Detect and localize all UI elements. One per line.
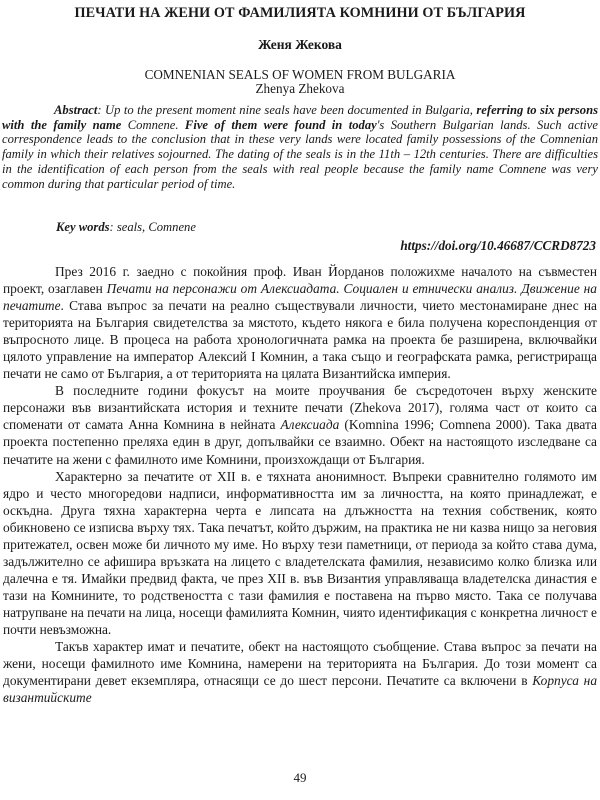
keywords-value: : seals, Comnene [109,220,196,234]
paper-title-bulgarian: ПЕЧАТИ НА ЖЕНИ ОТ ФАМИЛИЯТА КОМНИНИ ОТ БЪЛГАРИЯ [74,5,526,21]
abstract-label: Abstract [54,103,98,117]
paragraph-1 [3,263,597,382]
keywords [56,220,196,235]
page-number: 49 [293,770,307,785]
abstract-text: 's Southern Bulgarian lands. Such active correspondence leads to the conclusion that in these very lands were located family possessions of the Comnenian family in which their relatives sojourned. The dating of the seals is in the 11th – 12th centuries. There are difficulties in the identification of each person from the seals with real people because the family name Comnene was very common during that particular period of time. [2,117,598,191]
abstract-text: . [175,117,185,132]
corpus-title-italic: Корпуса на византийските [3,673,598,706]
paragraph-text: (Komnina 1996; Comnena 2000). Така двата проекта постепенно преляха един в друг, допълвайки се взаимно. Обект на настоящото изследване са печатите на жени с фамилното име Комнини, произхождащи от България. [3,417,597,467]
book-title-italic: Алексиада [280,417,340,433]
project-title-italic: Печати на персонажи от Алексиадата. Социален и етнически анализ. Движение на печатите [3,281,597,314]
paragraph-text: . Става въпрос за печати на реално съществували личности, чието местонамиране днес на територията на България свидетелства за мястото, където някога е била получена кореспонденция от въпросното лице. В процеса на работа хронологичната рамка на проекта бе разширена, включвайки цялото управление на император Алексий I Комнин, а така също и географската рамка, регистрираща печати не само от България, а от територията на цялата Византийска империя. [3,298,597,382]
abstract-text-bold: referring to six persons with the family name [2,103,598,132]
abstract-text-bold: Five of them were found in today [184,117,377,132]
author-name-bulgarian: Женя Жекова [258,37,342,52]
abstract-text: Comnene [121,117,176,132]
paragraph-2 [3,382,597,467]
paragraph-text: В последните години фокусът на моите проучвания бе съсредоточен върху женските персонажи във византийската история и техните печати (Zhekova 2017), голяма част от които са споменати от самата Анна Комнина в нейната [3,383,597,433]
author-name-english: Zhenya Zhekova [255,81,345,96]
paper-title-english: COMNENIAN SEALS OF WOMEN FROM BULGARIA [144,67,456,82]
paragraph-text: Такъв характер имат и печатите, обект на настоящото съобщение. Става въпрос за печати на жени, носещи фамилното име Комнина, намерени на територията на България. До този момент са документирани девет екземпляра, отнасящи се до шест персони. Печатите са включени в [3,639,597,689]
abstract [2,103,598,191]
paragraph-3 [3,468,597,638]
keywords-label: Key words [56,220,110,234]
paragraph-text: През 2016 г. заедно с покойния проф. Иван Йорданов положихме началото на съвместен проект, озаглавен [3,264,597,297]
abstract-text: : Up to the present moment nine seals have been documented in Bulgaria, [97,103,477,117]
doi-link[interactable]: https://doi.org/10.46687/CCRD8723 [400,238,596,253]
paragraph-text: Характерно за печатите от XII в. е тяхната анонимност. Въпреки сравнително голямото им ядро и често многоредови надписи, информативността им за личността, на която принадлежат, е оскъдна. Друга тяхна характерна черта е липсата на длъжността на техния собственик, която обикновено се изписва върху тях. Така печатът, който държим, на практика не ни казва нищо за неговия притежател, освен може би личното му име. Но върху тези паметници, от периода за който става дума, задължително се афишира връзката на лицето с владетелската фамилия, независимо колко близка или далечна е тя. Имайки предвид факта, че през XII в. във Византия управляваща владетелска династия е тази на Комнините, то родствеността с тази фамилия е поставена на първо място. Така се получава натрупване на печати на лица, носещи фамилията Комнин, чиято идентификация с конкретна личност е почти невъзможна. [3,468,597,637]
body-text [3,263,597,706]
paragraph-4 [3,638,597,706]
